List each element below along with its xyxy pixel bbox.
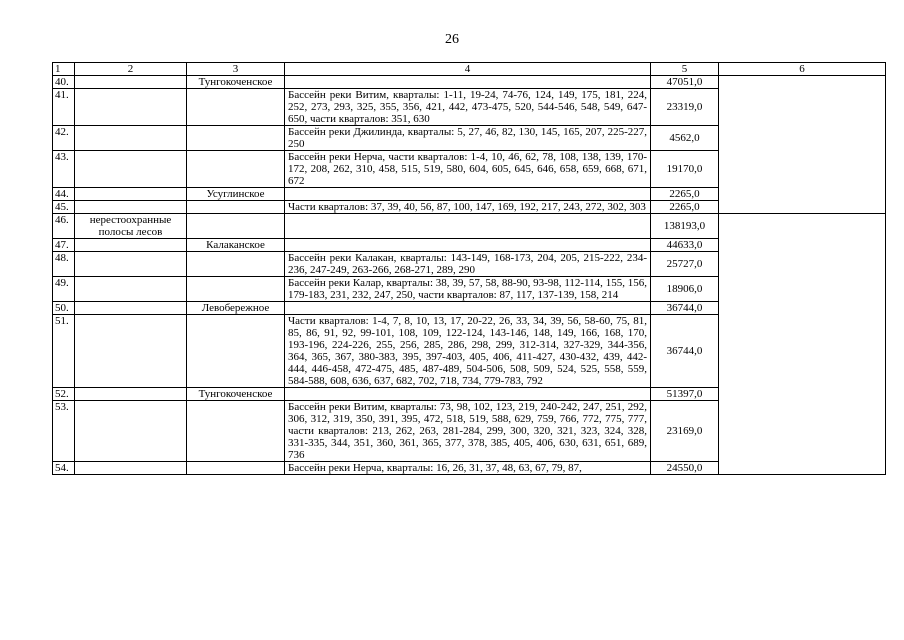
forestry-name-cell <box>187 151 285 188</box>
row-number-cell: 48. <box>53 252 75 277</box>
area-cell: 138193,0 <box>651 214 719 239</box>
row-number-cell: 45. <box>53 201 75 214</box>
area-cell: 47051,0 <box>651 76 719 89</box>
forestry-name-cell <box>187 315 285 388</box>
page-number: 26 <box>445 32 459 47</box>
protection-category-cell: нерестоохранные полосы лесов <box>75 214 187 239</box>
table-row <box>53 76 886 89</box>
area-cell: 4562,0 <box>651 126 719 151</box>
area-cell: 25727,0 <box>651 252 719 277</box>
protection-category-cell <box>75 89 187 126</box>
protection-category-cell <box>75 76 187 89</box>
protection-category-cell <box>75 388 187 401</box>
forestry-name-cell <box>187 252 285 277</box>
forestry-name-cell: Усуглинское <box>187 188 285 201</box>
quarters-description-cell: Бассейн реки Витим, кварталы: 73, 98, 102, 123, 219, 240-242, 247, 251, 292, 306, 312, 319, 350, 391, 395, 472, 518, 519, 588, 629, 759, 766, 772, 775, 777, части кварталов: 213, 262, 263, 281-284, 299, 300, 320, 321, 323, 324, 328, 331-335, 344, 351, 360, 361, 365, 377, 378, 385, 405, 406, 630, 631, 651, 689, 736 <box>285 401 651 462</box>
row-number-cell: 54. <box>53 462 75 475</box>
forestry-name-cell <box>187 462 285 475</box>
quarters-description-cell <box>285 214 651 239</box>
header-col-2: 2 <box>75 63 187 76</box>
row-number-cell: 50. <box>53 302 75 315</box>
row-number-cell: 46. <box>53 214 75 239</box>
protection-category-cell <box>75 315 187 388</box>
forestry-name-cell <box>187 401 285 462</box>
protection-category-cell <box>75 151 187 188</box>
protection-category-cell <box>75 126 187 151</box>
area-cell: 2265,0 <box>651 201 719 214</box>
protection-category-cell <box>75 277 187 302</box>
quarters-description-cell <box>285 188 651 201</box>
row-number-cell: 52. <box>53 388 75 401</box>
area-cell: 18906,0 <box>651 277 719 302</box>
protection-category-cell <box>75 252 187 277</box>
table-row <box>53 214 886 239</box>
forestry-name-cell: Калаканское <box>187 239 285 252</box>
forestry-name-cell <box>187 126 285 151</box>
quarters-description-cell: Бассейн реки Калакан, кварталы: 143-149, 168-173, 204, 205, 215-222, 234-236, 247-249, 263-266, 268-271, 289, 290 <box>285 252 651 277</box>
forestry-name-cell: Левобережное <box>187 302 285 315</box>
header-col-6: 6 <box>719 63 886 76</box>
row-number-cell: 43. <box>53 151 75 188</box>
row-number-cell: 47. <box>53 239 75 252</box>
row-number-cell: 42. <box>53 126 75 151</box>
quarters-description-cell: Бассейн реки Витим, кварталы: 1-11, 19-24, 74-76, 124, 149, 175, 181, 224, 252, 273, 293, 325, 355, 356, 421, 442, 473-475, 520, 544-546, 548, 549, 647-650, части кварталов: 351, 630 <box>285 89 651 126</box>
header-col-5: 5 <box>651 63 719 76</box>
forestry-name-cell <box>187 277 285 302</box>
header-col-3: 3 <box>187 63 285 76</box>
notes-cell <box>719 76 886 214</box>
forestry-name-cell <box>187 201 285 214</box>
area-cell: 23169,0 <box>651 401 719 462</box>
forestry-name-cell: Тунгокоченское <box>187 76 285 89</box>
protection-category-cell <box>75 188 187 201</box>
row-number-cell: 53. <box>53 401 75 462</box>
protection-category-cell <box>75 239 187 252</box>
area-cell: 51397,0 <box>651 388 719 401</box>
quarters-description-cell <box>285 388 651 401</box>
quarters-description-cell <box>285 76 651 89</box>
quarters-description-cell <box>285 302 651 315</box>
row-number-cell: 49. <box>53 277 75 302</box>
area-cell: 19170,0 <box>651 151 719 188</box>
protection-category-cell <box>75 302 187 315</box>
row-number-cell: 41. <box>53 89 75 126</box>
quarters-description-cell: Части кварталов: 1-4, 7, 8, 10, 13, 17, 20-22, 26, 33, 34, 39, 56, 58-60, 75, 81, 85, 86, 91, 92, 99-101, 108, 109, 122-124, 143-146, 148, 149, 166, 168, 170, 193-196, 224-226, 255, 256, 285, 286, 298, 299, 312-314, 327-329, 344-356, 364, 365, 367, 380-383, 395, 397-403, 405, 406, 411-427, 430-432, 439, 442-444, 446-458, 472-475, 485, 487-489, 504-506, 508, 509, 524, 525, 558, 559, 584-588, 608, 636, 637, 682, 702, 718, 734, 779-783, 792 <box>285 315 651 388</box>
quarters-description-cell: Части кварталов: 37, 39, 40, 56, 87, 100, 147, 169, 192, 217, 243, 272, 302, 303 <box>285 201 651 214</box>
area-cell: 24550,0 <box>651 462 719 475</box>
area-cell: 23319,0 <box>651 89 719 126</box>
notes-cell <box>719 214 886 475</box>
area-cell: 44633,0 <box>651 239 719 252</box>
protection-category-cell <box>75 462 187 475</box>
quarters-description-cell <box>285 239 651 252</box>
area-cell: 36744,0 <box>651 302 719 315</box>
protection-category-cell <box>75 201 187 214</box>
table-header-row <box>53 63 886 76</box>
area-cell: 2265,0 <box>651 188 719 201</box>
forest-areas-table <box>52 62 886 475</box>
quarters-description-cell: Бассейн реки Джилинда, кварталы: 5, 27, 46, 82, 130, 145, 165, 207, 225-227, 250 <box>285 126 651 151</box>
row-number-cell: 44. <box>53 188 75 201</box>
protection-category-cell <box>75 401 187 462</box>
row-number-cell: 40. <box>53 76 75 89</box>
row-number-cell: 51. <box>53 315 75 388</box>
quarters-description-cell: Бассейн реки Калар, кварталы: 38, 39, 57, 58, 88-90, 93-98, 112-114, 155, 156, 179-183, 231, 232, 247, 250, части кварталов: 87, 117, 137-139, 158, 214 <box>285 277 651 302</box>
quarters-description-cell: Бассейн реки Нерча, части кварталов: 1-4, 10, 46, 62, 78, 108, 138, 139, 170-172, 208, 262, 310, 458, 515, 519, 580, 604, 605, 645, 646, 658, 659, 668, 671, 672 <box>285 151 651 188</box>
forestry-name-cell: Тунгокоченское <box>187 388 285 401</box>
header-col-1: 1 <box>53 63 75 76</box>
header-col-4: 4 <box>285 63 651 76</box>
area-cell: 36744,0 <box>651 315 719 388</box>
forestry-name-cell <box>187 89 285 126</box>
forestry-name-cell <box>187 214 285 239</box>
quarters-description-cell: Бассейн реки Нерча, кварталы: 16, 26, 31, 37, 48, 63, 67, 79, 87, <box>285 462 651 475</box>
